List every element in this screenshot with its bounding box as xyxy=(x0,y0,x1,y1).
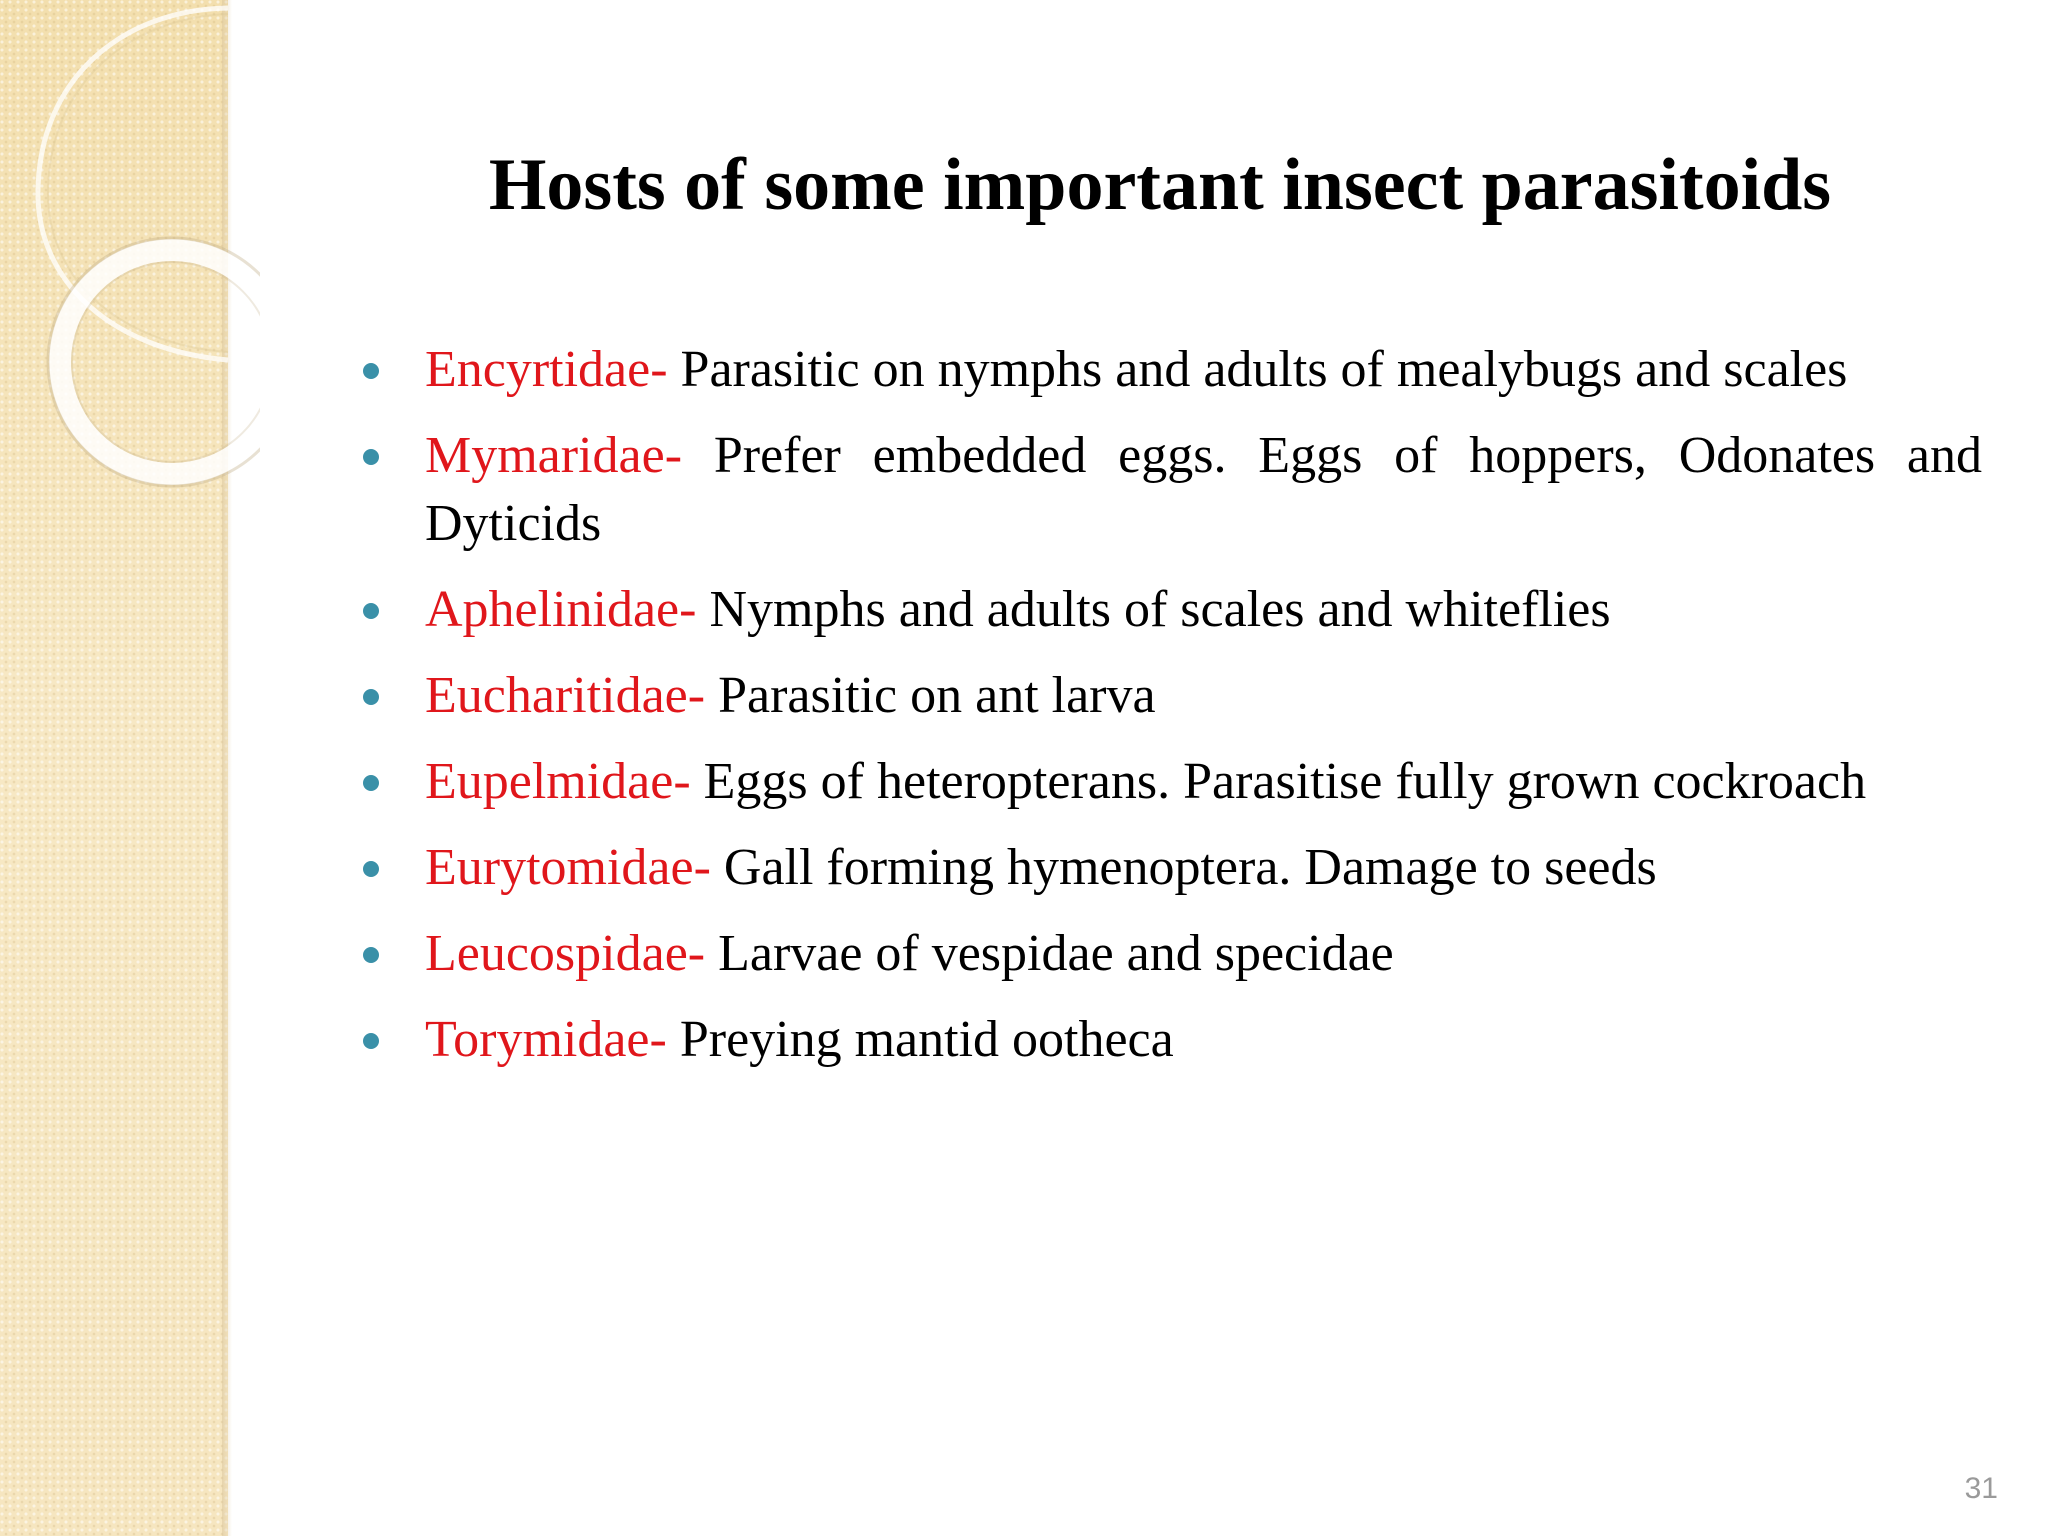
family-name: Eupelmidae- xyxy=(425,753,691,810)
page-number: 31 xyxy=(1964,1472,1998,1505)
list-item xyxy=(360,576,1982,644)
family-name: Aphelinidae- xyxy=(425,581,697,638)
family-name: Eurytomidae- xyxy=(425,839,711,896)
list-item xyxy=(360,662,1982,730)
host-description: Larvae of vespidae and specidae xyxy=(705,925,1394,982)
host-description: Parasitic on ant larva xyxy=(705,667,1156,724)
list-item xyxy=(360,748,1982,816)
bullet-icon xyxy=(363,689,379,705)
host-description: Preying mantid ootheca xyxy=(666,1011,1174,1068)
bullet-icon xyxy=(363,1033,379,1049)
bullet-icon xyxy=(363,947,379,963)
list-item xyxy=(360,1006,1982,1074)
slide-title: Hosts of some important insect parasitoids xyxy=(488,144,1832,226)
decorative-rings xyxy=(0,0,260,520)
list-item xyxy=(360,920,1982,988)
host-description: Nymphs and adults of scales and whiteflies xyxy=(696,581,1611,638)
bullet-icon xyxy=(363,363,379,379)
bullet-icon xyxy=(363,449,379,465)
list-item xyxy=(360,336,1982,404)
bullet-icon xyxy=(363,775,379,791)
bullet-icon xyxy=(363,861,379,877)
list-item xyxy=(360,422,1982,558)
family-name: Encyrtidae- xyxy=(425,341,668,398)
host-description: Parasitic on nymphs and adults of mealybugs and scales xyxy=(667,341,1848,398)
family-name: Leucospidae- xyxy=(425,925,706,982)
host-description: Prefer embedded eggs. Eggs of hoppers, Odonates and Dyticids xyxy=(425,427,1982,552)
host-description: Eggs of heteropterans. Parasitise fully grown cockroach xyxy=(690,753,1867,810)
list-item xyxy=(360,834,1982,902)
host-description: Gall forming hymenoptera. Damage to seeds xyxy=(710,839,1657,896)
parasitoid-list xyxy=(360,336,1982,1092)
family-name: Eucharitidae- xyxy=(425,667,706,724)
family-name: Torymidae- xyxy=(425,1011,667,1068)
family-name: Mymaridae- xyxy=(425,427,683,484)
bullet-icon xyxy=(363,603,379,619)
